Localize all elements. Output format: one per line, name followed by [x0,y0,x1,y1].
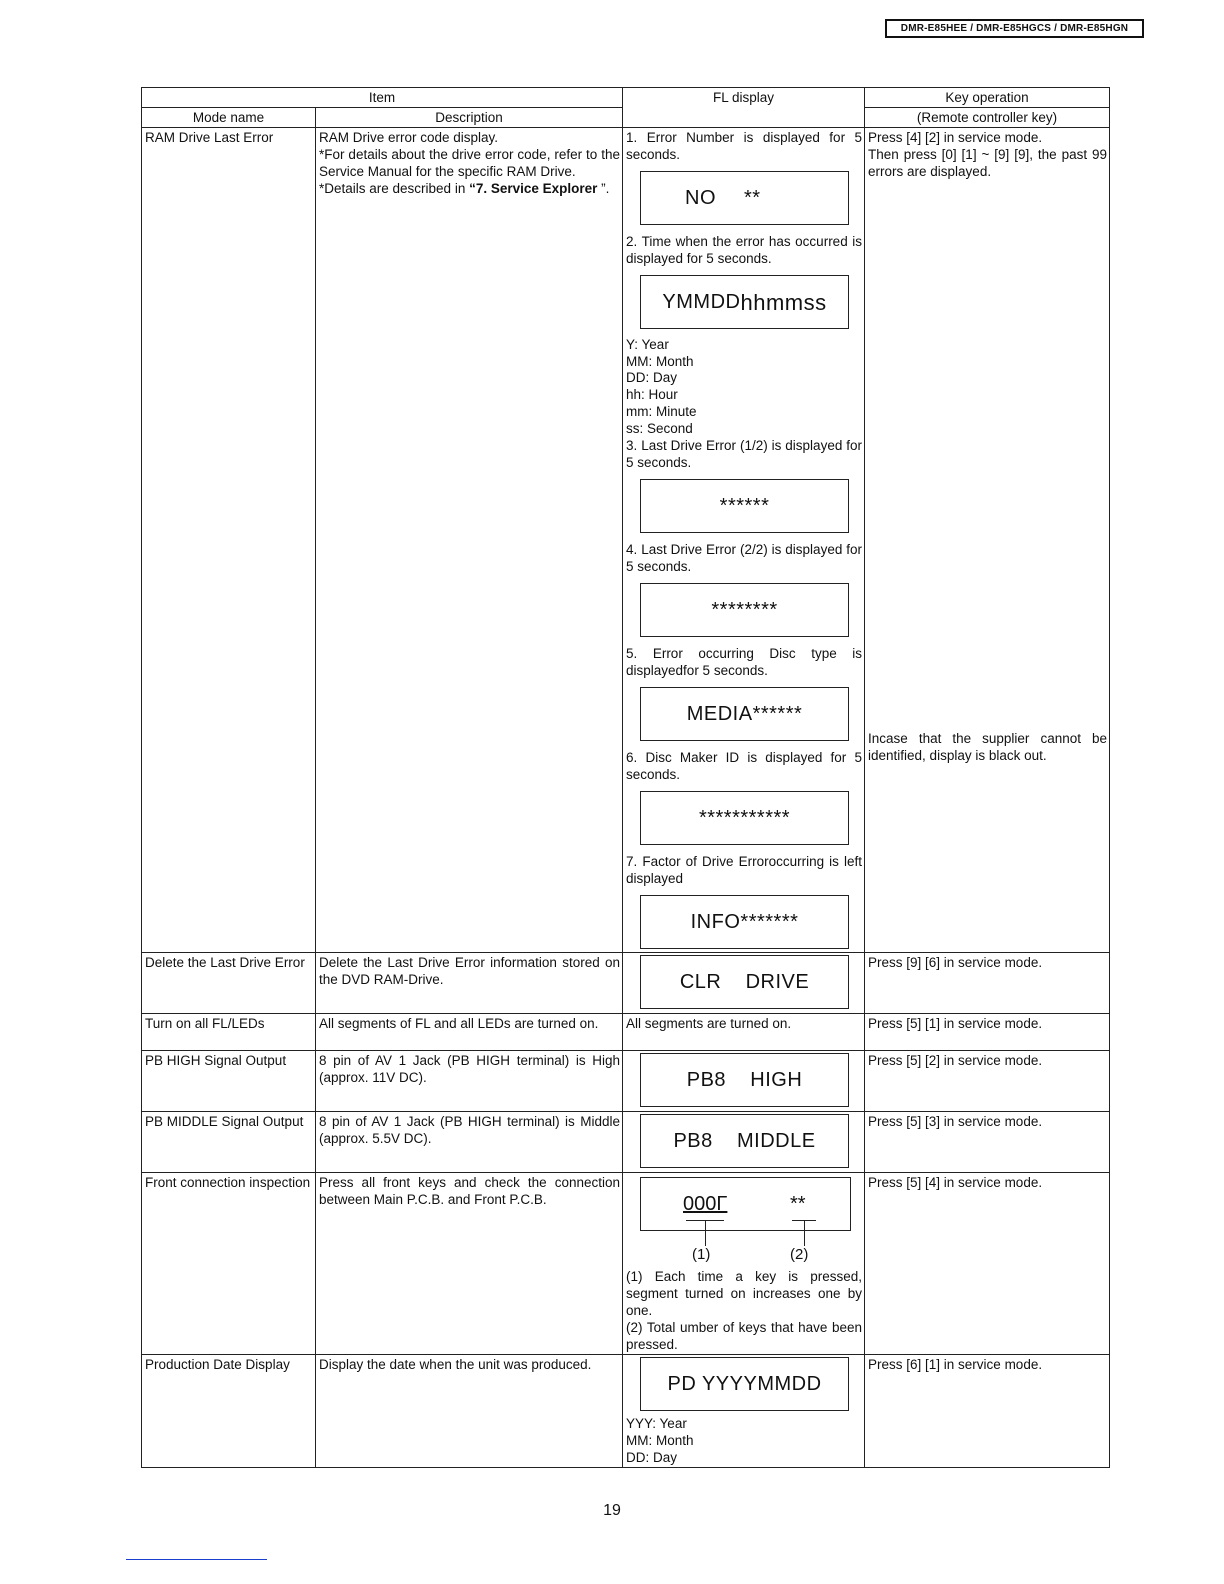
fl-display-cell [623,1112,865,1173]
mode-name: Delete the Last Drive Error [142,953,316,1014]
row-ram-drive-last-error [142,128,1110,953]
key-operation-cell: Press [6] [1] in service mode. [865,1355,1110,1468]
fl-display-cell [623,1051,865,1112]
fl-display-box [640,479,849,533]
fl-text: MIDDLE [737,1129,816,1152]
leader-line [804,1220,805,1246]
description [316,128,623,953]
fl-text: MEDIA [686,702,753,725]
fl-display-box [640,1177,851,1231]
col-header-fl-display: FL display [623,88,865,128]
legend-item: MM: Month [626,1433,694,1449]
description: Press all front keys and check the connection between Main P.C.B. and Front P.C.B. [316,1173,623,1355]
fl-text: *********** [698,806,791,829]
header-row-1 [142,88,1110,108]
fl-display-box [640,583,849,637]
fl-display-box [640,1114,849,1168]
step-text: 5. Error occurring Disc type is displayedfor 5 seconds. [626,646,863,679]
mode-name: Front connection inspection [142,1173,316,1355]
description: All segments of FL and all LEDs are turned on. [316,1014,623,1051]
row-pb-middle-signal [142,1112,1110,1173]
key-text: Incase that the supplier cannot be identified, display is black out. [868,731,1108,763]
fl-text: INFO [690,910,741,933]
key-operation-cell: Press [5] [1] in service mode. [865,1014,1110,1051]
desc-line: *For details about the drive error code, refer to the Service Manual for the specific RAM Drive. [319,147,621,179]
front-display-diagram [626,1174,862,1268]
model-header: DMR-E85HEE / DMR-E85HGCS / DMR-E85HGN [885,19,1144,38]
leader-line [705,1220,706,1246]
fl-display-box [640,1357,849,1411]
key-operation-cell: Press [5] [2] in service mode. [865,1051,1110,1112]
mode-name: Turn on all FL/LEDs [142,1014,316,1051]
step-text: 4. Last Drive Error (2/2) is displayed for 5 seconds. [626,542,863,575]
fl-display-cell [623,1355,865,1468]
row-pb-high-signal [142,1051,1110,1112]
row-production-date-display [142,1355,1110,1468]
fl-text: ****** [719,494,770,517]
fl-text: 000Γ [683,1193,728,1216]
fl-text: YMMDD [662,290,741,313]
fl-text: PD YYYYMMDD [667,1372,822,1395]
note-text: (2) Total umber of keys that have been pressed. [626,1320,863,1353]
mode-name: Production Date Display [142,1355,316,1468]
step-text: 7. Factor of Drive Erroroccurring is left displayed [626,854,863,887]
fl-display-cell [623,128,865,953]
fl-display-box [640,791,849,845]
fl-text: CLR [679,970,722,993]
legend-item: DD: Day [626,370,678,386]
fl-text: HIGH [750,1068,803,1091]
col-header-mode-name: Mode name [142,108,316,128]
key-text: Press [4] [2] in service mode. [868,130,1043,145]
fl-text: ** [790,1193,806,1216]
fl-text: DRIVE [745,970,810,993]
callout-label: (1) [692,1246,711,1264]
desc-line: RAM Drive error code display. [319,130,499,145]
footer-divider [126,1559,267,1560]
description: Delete the Last Drive Error information stored on the DVD RAM-Drive. [316,953,623,1014]
key-text: Then press [0] [1] ~ [9] [9], the past 99 errors are displayed. [868,147,1108,179]
fl-text: ****** [752,702,803,725]
leader-line [792,1220,816,1221]
fl-display-cell [623,953,865,1014]
step-text: 6. Disc Maker ID is displayed for 5 seconds. [626,750,863,783]
row-delete-last-drive-error [142,953,1110,1014]
mode-name: PB MIDDLE Signal Output [142,1112,316,1173]
step-text: 1. Error Number is displayed for 5 seconds. [626,130,863,162]
row-turn-on-fl-leds [142,1014,1110,1051]
fl-text: ** [744,186,761,209]
time-legend [626,337,862,437]
description: 8 pin of AV 1 Jack (PB HIGH terminal) is Middle (approx. 5.5V DC). [316,1112,623,1173]
col-header-key-operation: Key operation [865,88,1110,108]
step-text: 3. Last Drive Error (1/2) is displayed for 5 seconds. [626,438,863,471]
desc-link-text: “7. Service Explorer [469,181,598,196]
col-header-remote-key: (Remote controller key) [865,108,1110,128]
fl-text: PB8 [686,1068,727,1091]
desc-text: *Details are described in [319,181,470,196]
legend-item: Y: Year [626,337,669,352]
mode-name: PB HIGH Signal Output [142,1051,316,1112]
description: 8 pin of AV 1 Jack (PB HIGH terminal) is High (approx. 11V DC). [316,1051,623,1112]
key-operation-cell [865,128,1110,953]
fl-display-box [640,1053,849,1107]
legend-item: MM: Month [626,353,694,369]
fl-text: NO [685,186,717,209]
step-text: 2. Time when the error has occurred is displayed for 5 seconds. [626,234,863,266]
fl-display-cell: All segments are turned on. [623,1014,865,1051]
callout-label: (2) [790,1246,809,1264]
note-text: (1) Each time a key is pressed, segment turned on increases one by one. [626,1269,863,1319]
row-front-connection-inspection [142,1173,1110,1355]
legend-item: mm: Minute [626,403,697,419]
fl-text: ******* [740,910,799,933]
col-header-item: Item [142,88,623,108]
fl-display-box [640,895,849,949]
fl-display-box [640,171,849,225]
legend-item: ss: Second [626,420,693,436]
key-operation-cell: Press [9] [6] in service mode. [865,953,1110,1014]
service-mode-table [141,87,1110,1468]
key-operation-cell: Press [5] [4] in service mode. [865,1173,1110,1355]
leader-line [686,1220,724,1221]
legend-item: DD: Day [626,1450,678,1466]
fl-display-box [640,687,849,741]
fl-display-box [640,275,849,329]
col-header-description: Description [316,108,623,128]
mode-name: RAM Drive Last Error [142,128,316,953]
fl-text: hhmmss [740,289,827,315]
legend-item: YYY: Year [626,1416,687,1432]
legend-item: hh: Hour [626,387,678,403]
desc-line [319,180,620,197]
fl-display-cell [623,1173,865,1355]
fl-text: ******** [711,598,778,621]
fl-display-box [640,955,849,1009]
page-number: 19 [603,1502,621,1519]
key-operation-cell: Press [5] [3] in service mode. [865,1112,1110,1173]
description: Display the date when the unit was produced. [316,1355,623,1468]
desc-text: ”. [597,181,610,196]
fl-text: PB8 [673,1129,713,1152]
